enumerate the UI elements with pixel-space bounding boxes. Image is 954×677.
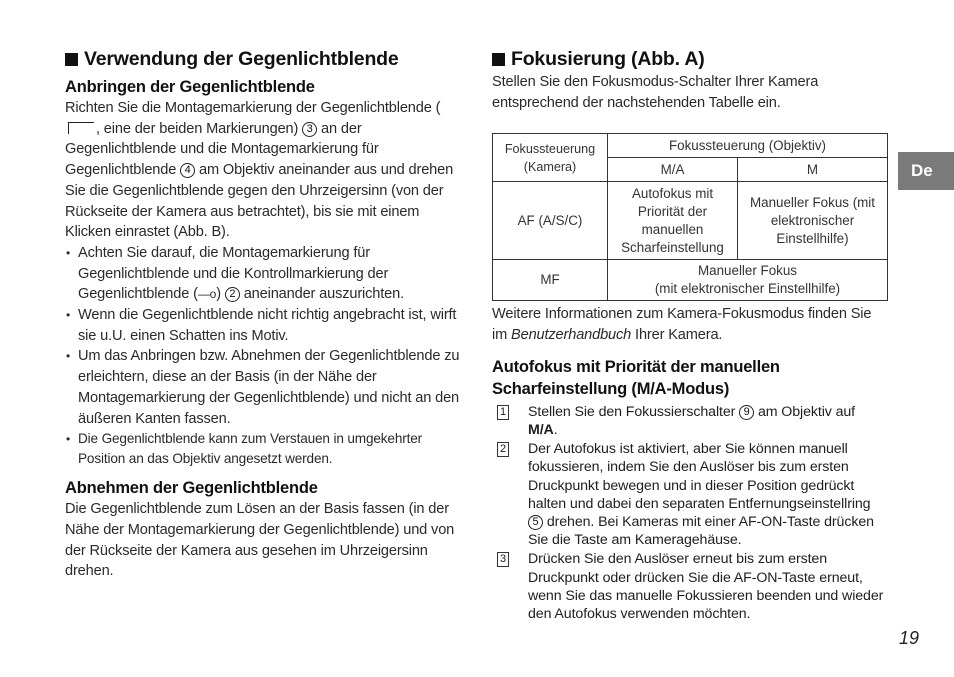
section-title-focusing: Fokusierung (Abb. A) xyxy=(492,46,888,72)
table-cell-af-ma: Autofokus mit Priorität der manuellen Scharfeinstellung xyxy=(608,182,738,260)
callout-3-icon: 3 xyxy=(302,122,317,137)
table-cell-af-m: Manueller Fokus (mit elektronischer Einstellhilfe) xyxy=(738,182,888,260)
remove-paragraph: Die Gegenlichtblende zum Lösen an der Basis fassen (in der Nähe der Montagemarkierung der Gegenlichtblende) und von der Rückseite der Kamera aus gesehen im Uhrzeigersinn drehen. xyxy=(65,501,455,580)
table-cell-mf: Manueller Fokus (mit elektronischer Einstellhilfe) xyxy=(608,260,888,301)
table-row-mf-label: MF xyxy=(493,260,608,301)
right-column xyxy=(492,46,888,623)
focus-mode-table xyxy=(492,133,888,301)
heading-ma-mode: Autofokus mit Priorität der manuellen Scharfeinstellung (M/A-Modus) xyxy=(492,357,780,398)
callout-9-icon: 9 xyxy=(739,405,754,420)
heading-remove-hood: Abnehmen der Gegenlichtblende xyxy=(65,479,318,498)
callout-5-icon: 5 xyxy=(528,515,543,530)
list-item: • Achten Sie darauf, die Montagemarkierung für Gegenlichtblende und die Kontrollmarkierung der Gegenlichtblende (—o) 2 aneinander auszurichten. xyxy=(65,243,465,305)
callout-2-icon: 2 xyxy=(225,287,240,302)
control-mark-icon: —o xyxy=(197,287,217,302)
list-item: • Die Gegenlichtblende kann zum Verstauen in umgekehrter Position an das Objektiv angesetzt werden. xyxy=(65,429,465,469)
list-item: 3 Drücken Sie den Auslöser erneut bis zum ersten Druckpunkt oder drücken Sie die AF-ON-Taste erneut, wenn Sie das manuelle Fokussieren beenden und wieder den Autofokus verwenden möchten. xyxy=(492,550,888,623)
square-bullet-icon xyxy=(492,53,505,66)
table-header-camera: Fokussteuerung (Kamera) xyxy=(493,134,608,182)
hood-mounting-mark-icon xyxy=(68,122,94,134)
step-number: 3 xyxy=(497,552,509,567)
list-item: 2 Der Autofokus ist aktiviert, aber Sie können manuell fokussieren, indem Sie den Auslöser bis zum ersten Druckpunkt bewegen und in dieser Position gedrückt halten und dabei den separaten Entfernungseinstellring 5 drehen. Bei Kameras mit einer AF-ON-Taste drücken Sie die Taste am Kameragehäuse. xyxy=(492,440,888,549)
attach-paragraph: Richten Sie die Montagemarkierung der Gegenlichtblende (, eine der beiden Markierungen) 3 an der Gegenlichtblende und die Montagemarkierung für Gegenlichtblende 4 am Objektiv aneinander aus und drehen Sie die Gegenlichtblende gegen den Uhrzeigersinn (von der Rückseite der Kamera aus betrachtet), bis sie mit einem Klicken einrastet (Abb. B). xyxy=(65,100,454,241)
square-bullet-icon xyxy=(65,53,78,66)
step-number: 1 xyxy=(497,405,509,420)
heading-attach-hood: Anbringen der Gegenlichtblende xyxy=(65,78,315,96)
list-item: • Um das Anbringen bzw. Abnehmen der Gegenlichtblende zu erleichtern, diese an der Basis (in der Nähe der Montagemarkierung der Gegenlichtblende) und nicht an den äußeren Kanten fassen. xyxy=(65,346,465,429)
more-info-paragraph: Weitere Informationen zum Kamera-Fokusmodus finden Sie im Benutzerhandbuch Ihrer Kamera. xyxy=(492,306,872,344)
language-tab: De xyxy=(898,152,954,190)
ma-steps-list xyxy=(492,403,888,623)
list-item: 1 Stellen Sie den Fokussierschalter 9 am Objektiv auf M/A. xyxy=(492,403,888,439)
focus-intro: Stellen Sie den Fokusmodus-Schalter Ihrer Kamera entsprechend der nachstehenden Tabelle ein. xyxy=(492,74,819,111)
step-number: 2 xyxy=(497,442,509,457)
left-column xyxy=(65,46,465,582)
list-item: • Wenn die Gegenlichtblende nicht richtig angebracht ist, wirft sie u.U. einen Schatten ins Motiv. xyxy=(65,305,465,346)
section-title-lens-hood: Verwendung der Gegenlichtblende xyxy=(65,46,465,72)
attach-notes-list xyxy=(65,243,465,469)
callout-4-icon: 4 xyxy=(180,163,195,178)
table-header-lens: Fokussteuerung (Objektiv) xyxy=(608,134,888,158)
table-col-ma: M/A xyxy=(608,158,738,182)
table-row-af-label: AF (A/S/C) xyxy=(493,182,608,260)
table-col-m: M xyxy=(738,158,888,182)
page-number: 19 xyxy=(899,628,920,648)
